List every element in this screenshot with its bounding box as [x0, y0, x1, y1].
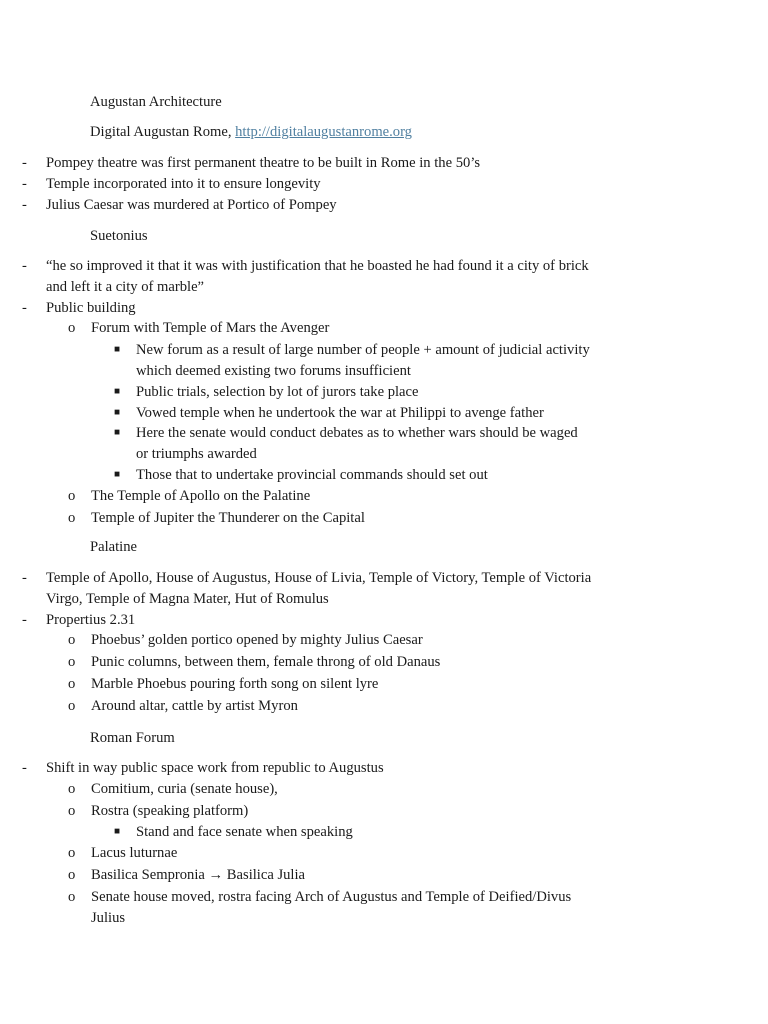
document-title: Augustan Architecture — [90, 94, 222, 110]
list-item: o Comitium, curia (senate house), — [0, 779, 592, 800]
square-bullet: ■ — [114, 406, 121, 418]
list-item: o Around altar, cattle by artist Myron — [0, 696, 592, 717]
pompey-list — [0, 153, 592, 215]
roman-forum-heading: Roman Forum — [90, 730, 175, 746]
list-item: - Propertius 2.31 — [0, 610, 592, 631]
list-item: - Temple incorporated into it to ensure longevity — [0, 174, 592, 195]
dash-bullet: - — [22, 258, 27, 274]
list-item: o Temple of Jupiter the Thunderer on the Capital — [0, 508, 592, 529]
arrow-right-icon: → — [208, 866, 224, 883]
suetonius-heading: Suetonius — [90, 228, 148, 244]
list-item: - Julius Caesar was murdered at Portico of Pompey — [0, 195, 592, 216]
list-item: o The Temple of Apollo on the Palatine — [0, 486, 592, 507]
suetonius-list — [0, 256, 592, 528]
list-item: - Temple of Apollo, House of Augustus, House of Livia, Temple of Victory, Temple of Victoria Virgo, Temple of Magna Mater, Hut of Romulus — [22, 570, 592, 607]
circle-bullet: o — [68, 487, 76, 504]
circle-bullet: o — [68, 697, 76, 714]
palatine-list — [0, 568, 592, 717]
list-item: o Basilica Sempronia → Basilica Julia — [0, 865, 592, 886]
digital-augustan-rome-link[interactable]: http://digitalaugustanrome.org — [235, 124, 412, 140]
list-item: - Pompey theatre was first permanent theatre to be built in Rome in the 50’s — [0, 153, 592, 174]
list-item: o Rostra (speaking platform) — [0, 801, 592, 822]
circle-bullet: o — [68, 654, 76, 671]
list-item: ■ Vowed temple when he undertook the war at Philippi to avenge father — [0, 403, 592, 424]
list-item: ■ New forum as a result of large number of people + amount of judicial activity which deemed existing two forums insufficient — [114, 342, 590, 379]
circle-bullet: o — [68, 888, 76, 905]
list-item: o Punic columns, between them, female throng of old Danaus — [0, 652, 592, 673]
list-item: o Senate house moved, rostra facing Arch of Augustus and Temple of Deified/Divus Julius — [68, 888, 572, 926]
list-item: - Shift in way public space work from republic to Augustus — [0, 758, 592, 779]
dash-bullet: - — [22, 570, 27, 586]
dash-bullet: - — [22, 299, 27, 316]
circle-bullet: o — [68, 866, 76, 883]
list-item: o Forum with Temple of Mars the Avenger — [0, 318, 592, 339]
list-item: o Phoebus’ golden portico opened by mighty Julius Caesar — [0, 630, 592, 651]
circle-bullet: o — [68, 632, 76, 649]
dash-bullet: - — [22, 760, 27, 776]
list-item: - Public building — [0, 298, 592, 319]
list-item: o Marble Phoebus pouring forth song on silent lyre — [0, 674, 592, 695]
list-item: ■ Those that to undertake provincial commands should set out — [0, 465, 592, 486]
palatine-heading: Palatine — [90, 539, 138, 555]
list-item: ■ Stand and face senate when speaking — [0, 822, 592, 843]
roman-forum-list — [0, 758, 592, 928]
square-bullet: ■ — [114, 385, 121, 397]
circle-bullet: o — [68, 320, 76, 337]
dash-bullet: - — [22, 155, 27, 171]
circle-bullet: o — [68, 845, 76, 862]
circle-bullet: o — [68, 780, 76, 797]
list-item: o Lacus luturnae — [0, 843, 592, 864]
square-bullet: ■ — [114, 468, 121, 480]
dash-bullet: - — [22, 196, 27, 213]
square-bullet: ■ — [114, 344, 121, 356]
link-prefix: Digital Augustan Rome, — [90, 124, 236, 140]
square-bullet: ■ — [114, 826, 121, 838]
dash-bullet: - — [22, 175, 27, 192]
dash-bullet: - — [22, 611, 27, 628]
list-item: ■ Here the senate would conduct debates as to whether wars should be waged or triumphs awarded — [114, 425, 578, 463]
circle-bullet: o — [68, 802, 76, 819]
list-item: ■ Public trials, selection by lot of jurors take place — [0, 382, 592, 403]
circle-bullet: o — [68, 675, 76, 692]
square-bullet: ■ — [114, 427, 121, 439]
list-item: - “he so improved it that it was with justification that he boasted he had found it a city of brick and left it a city of marble” — [22, 258, 589, 295]
link-line — [90, 122, 412, 143]
circle-bullet: o — [68, 509, 76, 526]
